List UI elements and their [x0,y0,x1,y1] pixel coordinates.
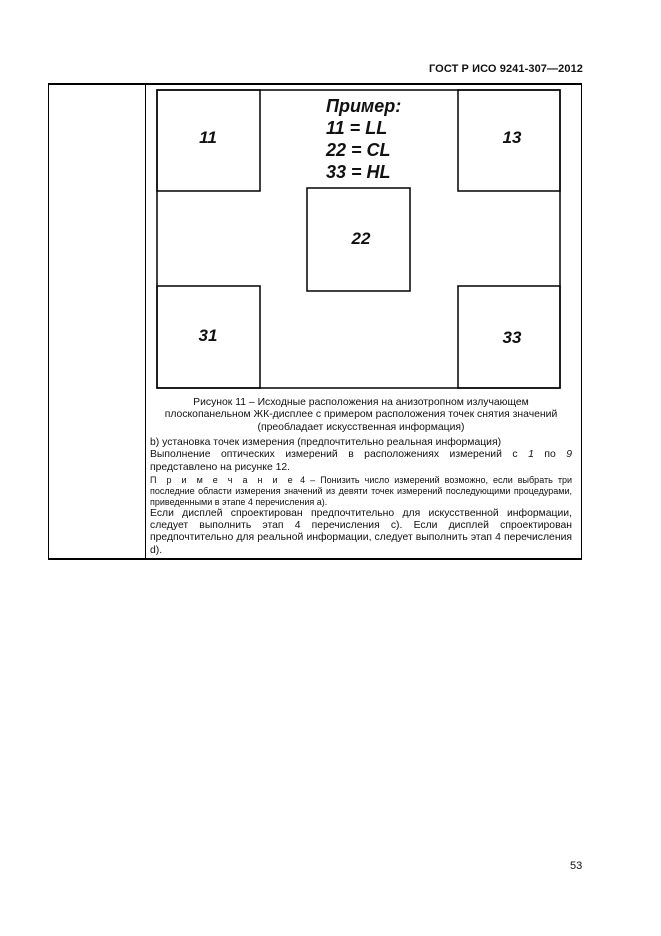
final-paragraph: Если дисплей спроектирован предпочтительно для искусственной информации, следует выполнить этап 4 перечисления с). Если дисплей спроектирован предпочтительно для реальной информации, следует выполнить этап 4 перечисления d). [150,507,572,556]
example-title: Пример: [326,96,402,116]
cell-label-13: 13 [502,128,522,147]
measurement-layout-diagram [156,89,561,389]
figure-11 [156,89,561,389]
column-divider [145,85,146,558]
cell-label-11: 11 [199,128,217,147]
example-line-2: 22 = CL [326,140,391,160]
document-header: ГОСТ Р ИСО 9241-307—2012 [428,63,583,75]
cell-label-22: 22 [351,229,371,248]
measurement-paragraph: Выполнение оптических измерений в расположениях измерений с 1 по 9 представлено на рисунке 12. [150,449,572,473]
example-line-3: 33 = HL [326,162,391,182]
cell-label-33: 33 [502,328,522,347]
figure-caption: Рисунок 11 – Исходные расположения на анизотропном излучающем плоскопанельном ЖК-дисплее с примером расположения точек снятия значений (преобладает искусственная информация) [164,397,558,433]
example-line-1: 11 = LL [326,118,388,138]
page-number: 53 [570,860,583,872]
body-text [150,437,572,557]
note-4: П р и м е ч а н и е 4 – Понизить число измерений возможно, если выбрать три последние области измерения значений из девяти точек измерений последующими процедурами, приведенными в этапе 4 перечисления а). [150,475,572,507]
cell-label-31: 31 [198,326,218,345]
item-b: b) установка точек измерения (предпочтительно реальная информация) [150,437,502,448]
